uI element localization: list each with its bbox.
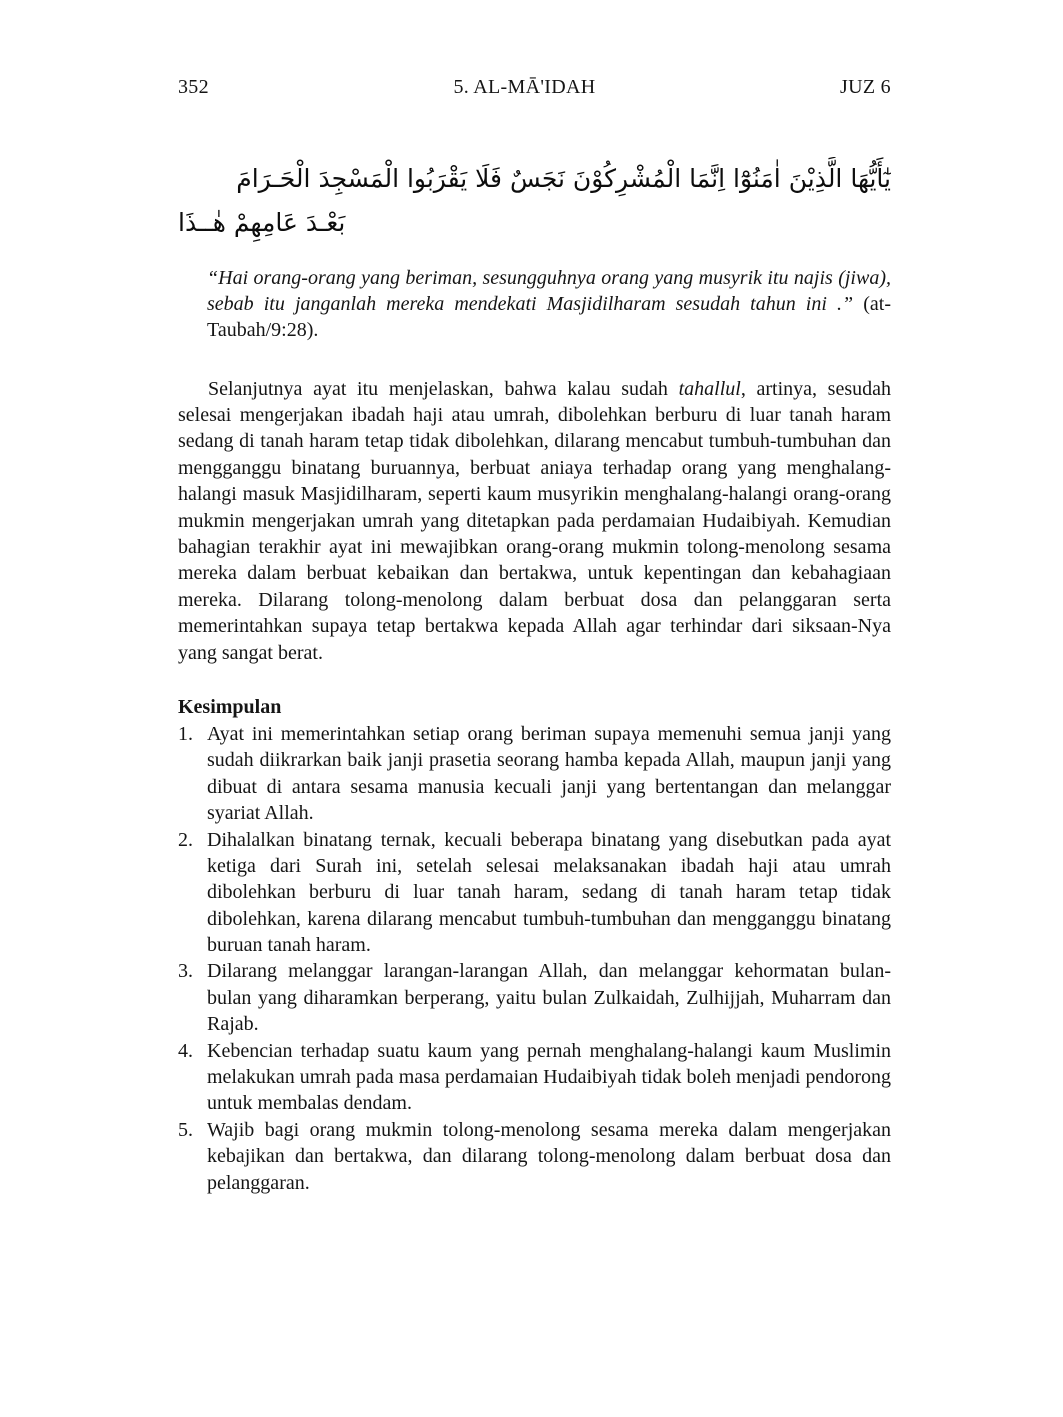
list-item-text: Dihalalkan binatang ternak, kecuali beberapa binatang yang disebutkan pada ayat ketiga dari Surah ini, setelah selesai melaksanakan ibadah haji atau umrah dibolehkan berburu di luar tanah haram, sedang di tanah haram tetap tidak dibolehkan, karena dilarang mencabut tumbuh-tumbuhan dan mengganggu binatang buruan tanah haram. [207,828,891,957]
verse-translation [207,265,891,344]
commentary-text-post: , artinya, sesudah selesai mengerjakan ibadah haji atau umrah, dibolehkan berburu di luar tanah haram sedang di tanah haram tetap tidak dibolehkan, dilarang mencabut tumbuh-tumbuhan dan mengganggu binatang buruannya, berbuat aniaya terhadap orang yang menghalang-halangi masuk Masjidilharam, seperti kaum musyrikin menghalang-halangi orang-orang mukmin mengerjakan umrah yang ditetapkan pada perdamaian Hudaibiyah. Kemudian bahagian terakhir ayat ini mewajibkan orang-orang mukmin tolong-menolong sesama mereka dalam berbuat kebaikan dan bertakwa, untuk kepentingan dan kebahagiaan mereka. Dilarang tolong-menolong dalam berbuat dosa dan pelanggaran serta memerintahkan supaya tetap bertakwa kepada Allah agar terhindar dari siksaan-Nya yang sangat berat. [178,377,891,664]
conclusion-list [178,721,891,1196]
list-item [178,958,891,1037]
list-item-number: 2. [178,828,193,851]
list-item-number: 3. [178,960,193,983]
list-item-number: 5. [178,1118,193,1141]
list-item [178,1117,891,1196]
commentary-paragraph [178,376,891,666]
list-item-text: Dilarang melanggar larangan-larangan Allah, dan melanggar kehormatan bulan-bulan yang diharamkan berperang, yaitu bulan Zulkaidah, Zulhijjah, Muharram dan Rajab. [207,960,891,1036]
list-item-number: 4. [178,1039,193,1062]
commentary-text-pre: Selanjutnya ayat itu menjelaskan, bahwa kalau sudah [208,377,679,400]
list-item [178,1038,891,1117]
arabic-verse-line-2: بَعْـدَ عَامِهِمْ هٰــذَا [178,207,346,237]
commentary-italic-term: tahallul [678,377,741,400]
list-item-number: 1. [178,722,193,745]
surah-title: 5. AL-MĀ'IDAH [453,76,596,98]
list-item-text: Ayat ini memerintahkan setiap orang beriman supaya memenuhi semua janji yang sudah diikrarkan baik janji prasetia seorang hamba kepada Allah, maupun janji yang dibuat di antara sesama manusia kecuali janji yang bertentangan dan melanggar syariat Allah. [207,722,891,825]
list-item-text: Kebencian terhadap suatu kaum yang pernah menghalang-halangi kaum Muslimin melakukan umrah pada masa perdamaian Hudaibiyah tidak boleh menjadi pendorong untuk membalas dendam. [207,1039,891,1115]
arabic-verse-line-1: يٰٓأَيُّهَا الَّذِيْنَ اٰمَنُوْٓا اِنَّمَا الْمُشْرِكُوْنَ نَجَسٌ فَلَا يَقْرَبُوا الْمَسْجِدَ الْحَـرَامَ [236,164,891,193]
verse-translation-text: “Hai orang-orang yang beriman, sesungguhnya orang yang musyrik itu najis (jiwa), sebab itu janganlah mereka mendekati Masjidilharam sesudah tahun ini .” [207,266,891,315]
page-header [178,76,891,99]
list-item [178,827,891,959]
juz-label: JUZ 6 [840,76,891,98]
list-item [178,721,891,827]
list-item-text: Wajib bagi orang mukmin tolong-menolong sesama mereka dalam mengerjakan kebajikan dan bertakwa, dan dilarang tolong-menolong dalam berbuat dosa dan pelanggaran. [207,1118,891,1194]
verse-translation-reference: (at-Taubah/9:28). [207,292,891,342]
page-number: 352 [178,76,209,98]
conclusion-heading: Kesimpulan [178,695,282,718]
arabic-verse [178,157,891,245]
